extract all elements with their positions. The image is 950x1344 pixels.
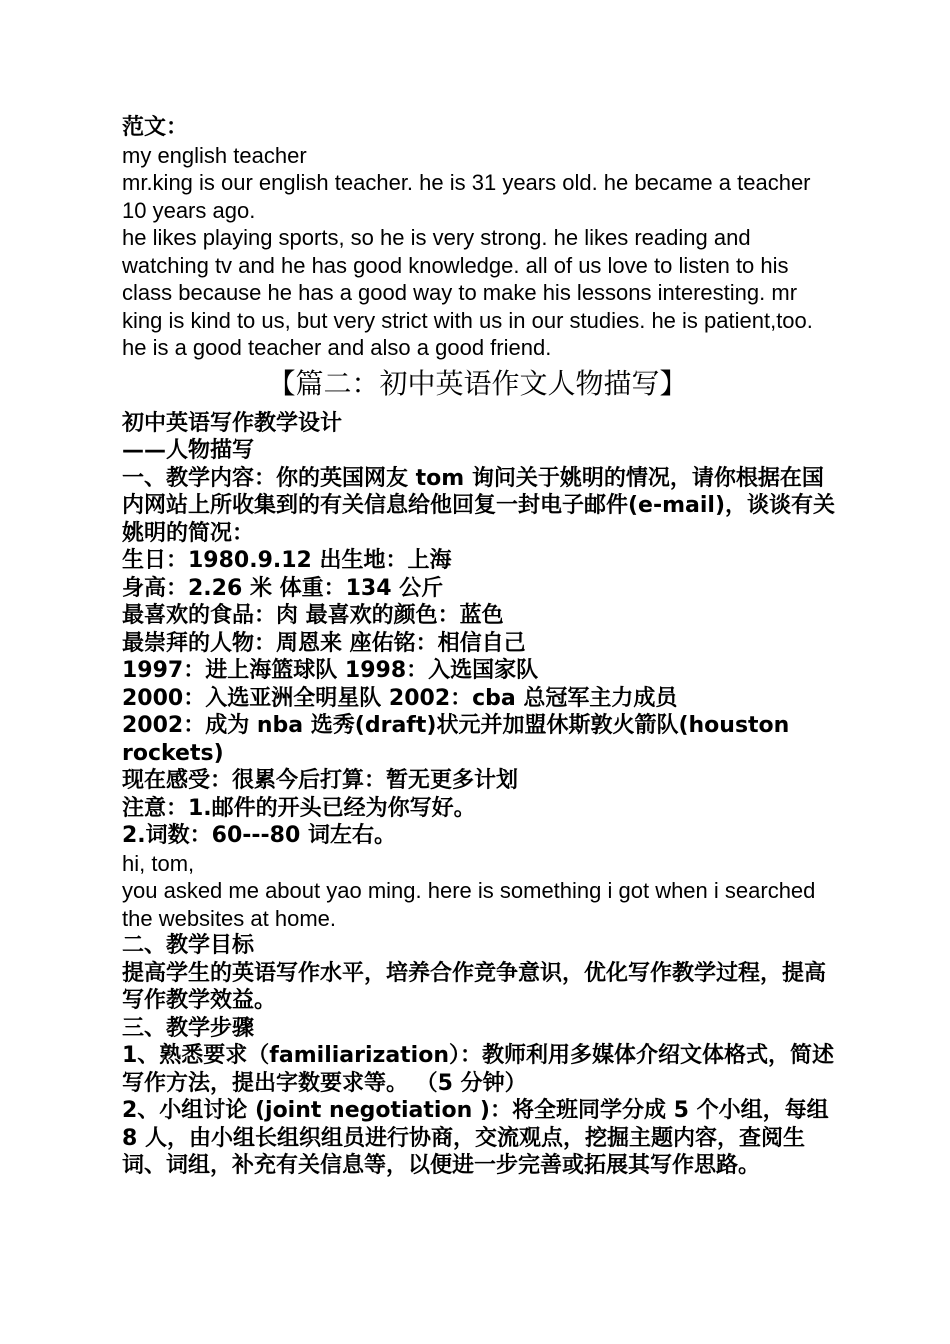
info-line: 2002：成为 nba 选秀(draft)状元并加盟休斯敦火箭队(houston rockets) xyxy=(122,713,790,766)
design-subtitle: ——人物描写 xyxy=(122,438,255,463)
step-1: 1、熟悉要求（familiarization）：教师利用多媒体介绍文体格式，简述写作方法，提出字数要求等。 （5 分钟） xyxy=(122,1043,834,1096)
essay-paragraph-1: mr.king is our english teacher. he is 31 years old. he became a teacher 10 years ago. xyxy=(122,170,811,223)
info-line: 身高：2.26 米 体重：134 公斤 xyxy=(122,575,444,601)
section-heading: 【篇二：初中英语作文人物描写】 xyxy=(267,366,688,400)
goal-title: 二、教学目标 xyxy=(122,933,255,958)
goal-text: 提高学生的英语写作水平，培养合作竞争意识，优化写作教学过程，提高写作教学效益。 xyxy=(122,960,827,1013)
email-greeting: hi, tom, xyxy=(122,850,195,876)
info-line: 2.词数：60---80 词左右。 xyxy=(122,823,396,848)
document-page xyxy=(115,114,840,1180)
teaching-content: 一、教学内容：你的英国网友 tom 询问关于姚明的情况，请你根据在国内网站上所收集到的有关信息给他回复一封电子邮件(e-mail)，谈谈有关姚明的简况： xyxy=(122,465,836,546)
step-2: 2、小组讨论 (joint negotiation )：将全班同学分成 5 个小组，每组 8 人，由小组长组织组员进行协商，交流观点，挖掘主题内容，查阅生词、词组，补充有关信息等，以便进一步完善或拓展其写作思路。 xyxy=(122,1098,829,1178)
email-body: you asked me about yao ming. here is something i got when i searched the websites at home. xyxy=(122,878,816,931)
info-line: 注意：1.邮件的开头已经为你写好。 xyxy=(122,795,476,821)
essay-paragraph-2: he likes playing sports, so he is very strong. he likes reading and watching tv and he has good knowledge. all of us love to listen to his class because he has a good way to make his lessons interesting. mr king is kind to us, but very strict with us in our studies. he is patient,too. he is a good teacher and also a good friend. xyxy=(122,225,813,360)
steps-title: 三、教学步骤 xyxy=(122,1015,255,1041)
essay-title: my english teacher xyxy=(122,142,307,168)
info-line: 1997：进上海篮球队 1998：入选国家队 xyxy=(122,658,539,683)
design-title: 初中英语写作教学设计 xyxy=(122,410,343,436)
info-line: 2000：入选亚洲全明星队 2002：cba 总冠军主力成员 xyxy=(122,685,678,711)
info-line: 现在感受：很累今后打算：暂无更多计划 xyxy=(122,768,519,793)
info-line: 最崇拜的人物：周恩来 座佑铭：相信自己 xyxy=(122,630,526,656)
info-line: 最喜欢的食品：肉 最喜欢的颜色：蓝色 xyxy=(122,603,504,628)
info-line: 生日：1980.9.12 出生地：上海 xyxy=(122,548,452,573)
sample-label: 范文： xyxy=(122,115,189,140)
